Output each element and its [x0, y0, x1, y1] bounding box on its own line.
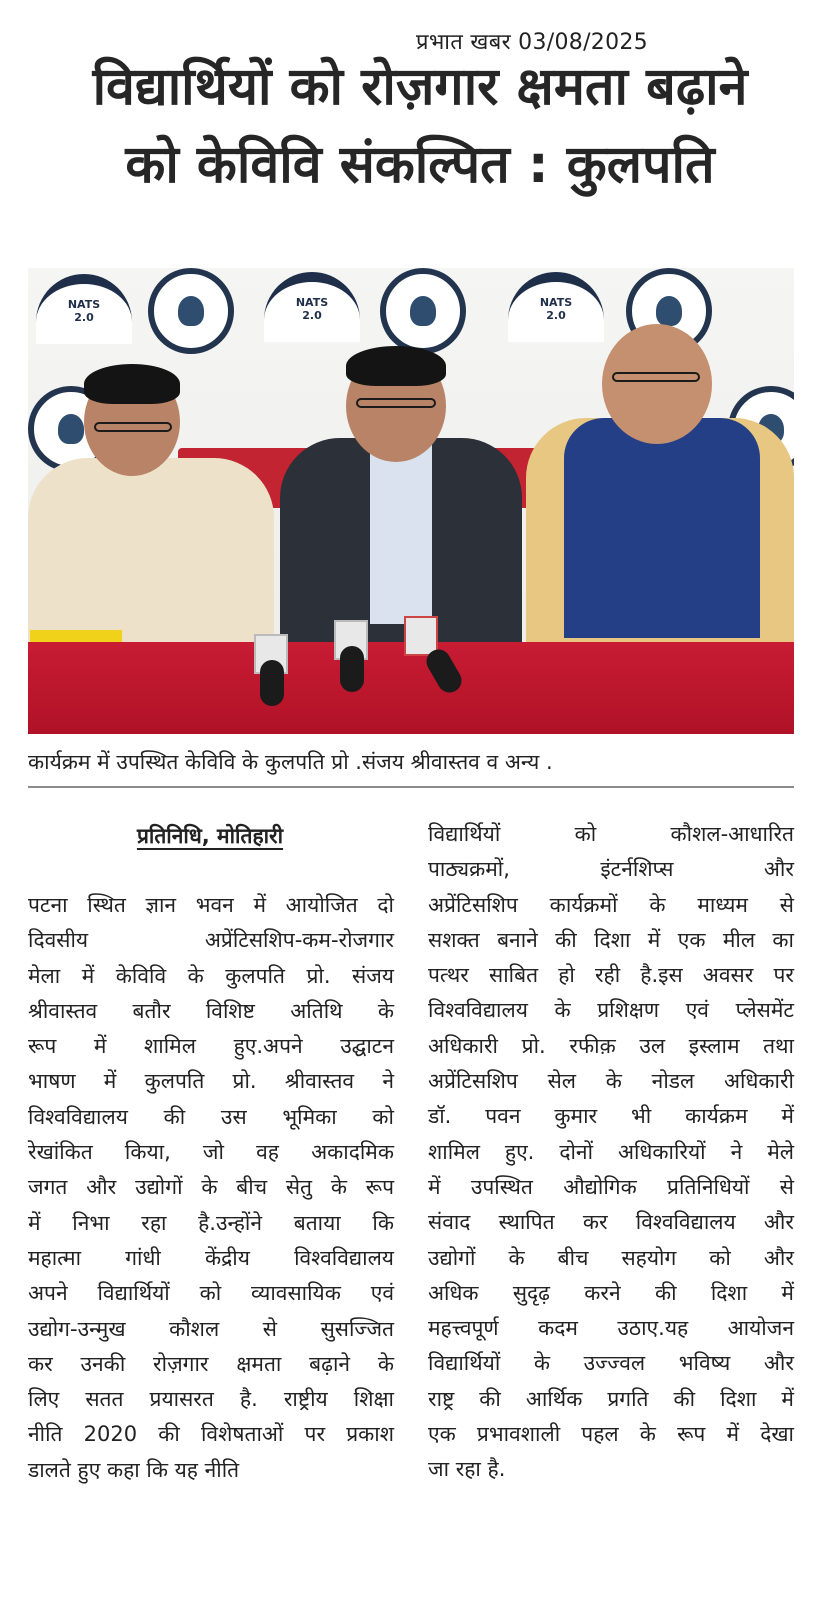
- article-line: डालते हुए कहा कि यह नीति: [28, 1457, 240, 1482]
- article-line: रेखांकित किया, जो वह अकादमिक: [28, 1140, 394, 1165]
- article-line: अधिकारी प्रो. रफीक़ उल इस्लाम तथा: [428, 1033, 794, 1058]
- article-line: अधिक सुदृढ़ करने की दिशा में: [428, 1280, 794, 1305]
- headline: [20, 48, 820, 204]
- article-line: डॉ. पवन कुमार भी कार्यक्रम में: [428, 1104, 794, 1129]
- article-line: एक प्रभावशाली पहल के रूप में देखा: [428, 1422, 794, 1447]
- glasses-icon: [94, 422, 172, 432]
- article-line: जा रहा है.: [428, 1457, 506, 1482]
- nats-logo-label: NATS: [539, 296, 573, 309]
- article-line: जगत और उद्योगों के बीच सेतु के रूप: [28, 1175, 394, 1200]
- nats-logo-label: NATS: [295, 296, 329, 309]
- news-photo: [28, 268, 794, 734]
- byline-text: प्रतिनिधि, मोतिहारी: [136, 824, 284, 848]
- article-line: मेला में केविवि के कुलपति प्रो. संजय: [28, 963, 394, 988]
- headline-line-2: को केविवि संकल्पित : कुलपति: [125, 135, 715, 195]
- article-line: दिवसीय अप्रेंटिसशिप-कम-रोजगार: [28, 928, 394, 953]
- article-line: विश्वविद्यालय के प्रशिक्षण एवं प्लेसमेंट: [428, 998, 794, 1023]
- article-line: विद्यार्थियों के उज्ज्वल भविष्य और: [428, 1351, 794, 1376]
- caption-divider: [28, 786, 794, 788]
- person-left-hair: [84, 364, 180, 404]
- photo-caption: कार्यक्रम में उपस्थित केविवि के कुलपति प्रो .संजय श्रीवास्तव व अन्य .: [28, 750, 553, 774]
- microphone-icon: [340, 646, 364, 692]
- nats-logo-version: 2.0: [302, 309, 322, 322]
- article-line: लिए सतत प्रयासरत है. राष्ट्रीय शिक्षा: [28, 1387, 394, 1412]
- article-line: में निभा रहा है.उन्होंने बताया कि: [28, 1210, 394, 1235]
- nats-logo-version: 2.0: [546, 309, 566, 322]
- glasses-icon: [612, 372, 700, 382]
- person-right-vest: [564, 418, 760, 638]
- article-line: राष्ट्र की आर्थिक प्रगति की दिशा में: [428, 1386, 794, 1411]
- byline: [28, 822, 392, 850]
- article-line: पटना स्थित ज्ञान भवन में आयोजित दो: [28, 893, 394, 917]
- headline-line-1: विद्यार्थियों को रोज़गार क्षमता बढ़ाने: [92, 57, 748, 117]
- article-line: पाठ्यक्रमों, इंटर्नशिप्स और: [428, 857, 794, 882]
- article-line: अपने विद्यार्थियों को व्यावसायिक एवं: [28, 1281, 394, 1306]
- article-line: अप्रेंटिसशिप सेल के नोडल अधिकारी: [428, 1069, 794, 1094]
- person-center-shirt: [370, 444, 432, 624]
- article-line: कर उनकी रोज़गार क्षमता बढ़ाने के: [28, 1351, 394, 1376]
- person-right-head: [602, 324, 712, 444]
- article-line: उद्योग-उन्मुख कौशल से सुसज्जित: [28, 1316, 394, 1341]
- microphone-icon: [260, 660, 284, 706]
- article-line: अप्रेंटिसशिप कार्यक्रमों के माध्यम से: [428, 892, 794, 917]
- emblem-logo: [380, 268, 466, 354]
- glasses-icon: [356, 398, 436, 408]
- article-line: रूप में शामिल हुए.अपने उद्घाटन: [28, 1034, 394, 1059]
- article-line: शामिल हुए. दोनों अधिकारियों ने मेले: [428, 1139, 794, 1164]
- person-center-hair: [346, 346, 446, 386]
- article-line: में उपस्थित औद्योगिक प्रतिनिधियों से: [428, 1174, 794, 1199]
- article-line: नीति 2020 की विशेषताओं पर प्रकाश: [28, 1422, 394, 1447]
- article-line: संवाद स्थापित कर विश्वविद्यालय और: [428, 1210, 794, 1235]
- article-line: उद्योगों के बीच सहयोग को और: [428, 1245, 794, 1270]
- masthead-date: प्रभात खबर 03/08/2025: [416, 30, 648, 55]
- article-line: श्रीवास्तव बतौर विशिष्ट अतिथि के: [28, 998, 394, 1023]
- article-line: विद्यार्थियों को कौशल-आधारित: [428, 822, 794, 846]
- article-line: महात्मा गांधी केंद्रीय विश्वविद्यालय: [28, 1245, 394, 1270]
- article-line: भाषण में कुलपति प्रो. श्रीवास्तव ने: [28, 1069, 394, 1094]
- article-line: पत्थर साबित हो रही है.इस अवसर पर: [428, 963, 794, 988]
- article-column-2: [428, 817, 794, 1488]
- nats-logo-version: 2.0: [74, 311, 94, 324]
- article-column-1: [28, 888, 394, 1488]
- article-line: विश्वविद्यालय की उस भूमिका को: [28, 1104, 394, 1129]
- emblem-logo: [148, 268, 234, 354]
- article-line: महत्त्वपूर्ण कदम उठाए.यह आयोजन: [428, 1316, 794, 1341]
- nats-logo-label: NATS: [67, 298, 101, 311]
- article-line: सशक्त बनाने की दिशा में एक मील का: [428, 927, 794, 952]
